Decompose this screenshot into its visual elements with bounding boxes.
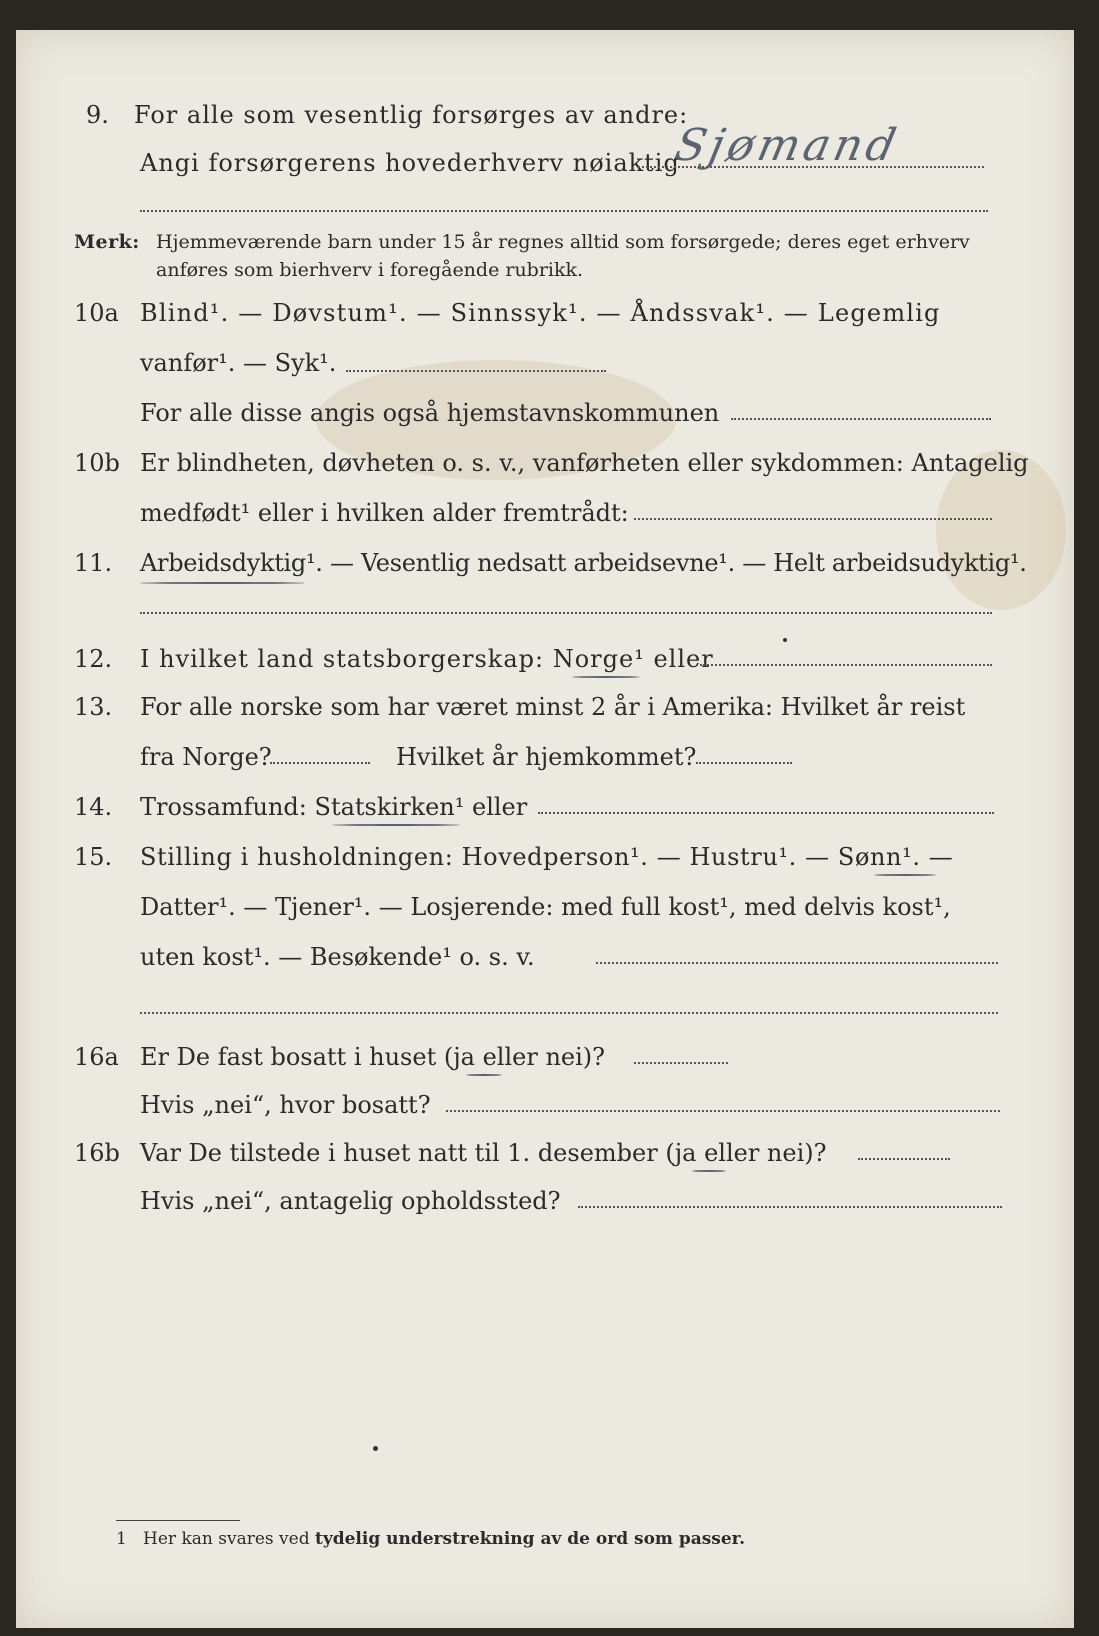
footnote-marker: 1 xyxy=(116,1529,127,1549)
q9-extra-line xyxy=(140,210,988,212)
footnote-text: Her kan svares ved xyxy=(143,1529,310,1549)
q15-line3: uten kost¹. — Besøkende¹ o. s. v. xyxy=(140,943,535,971)
merk-label: Merk: xyxy=(74,231,140,253)
q10a-line1: Blind¹. — Døvstum¹. — Sinnssyk¹. — Åndssvak¹. — Legemlig xyxy=(140,299,941,327)
merk-text-1: Hjemmeværende barn under 15 år regnes alltid som forsørgede; deres eget erhverv xyxy=(156,231,970,253)
q10a-kommune-line xyxy=(731,418,991,420)
q15-line1: Stilling i husholdningen: Hovedperson¹. — Hustru¹. — Sønn¹. — xyxy=(140,843,954,871)
q16b-line2: Hvis „nei“, antagelig opholdssted? xyxy=(140,1187,561,1215)
q11-pencil-underline xyxy=(140,582,305,584)
q10b-number: 10b xyxy=(74,449,120,477)
q12-number: 12. xyxy=(74,645,113,673)
q10b-answer-line xyxy=(634,518,992,520)
q9-question: For alle som vesentlig forsørges av andre: xyxy=(134,101,689,129)
q16a-line1: Er De fast bosatt i huset (ja eller nei)? xyxy=(140,1043,606,1071)
ink-speck xyxy=(373,1446,378,1451)
q12-pencil-underline xyxy=(572,676,640,678)
q15-answer-line xyxy=(596,962,998,964)
q16a-line2: Hvis „nei“, hvor bosatt? xyxy=(140,1091,431,1119)
q15-pencil-underline xyxy=(874,874,936,876)
q10b-line2: medfødt¹ eller i hvilken alder fremtrådt: xyxy=(140,499,629,527)
q10a-line2: vanfør¹. — Syk¹. xyxy=(140,349,337,377)
q14-number: 14. xyxy=(74,793,113,821)
q14-pencil-underline xyxy=(332,824,460,826)
q10a-number: 10a xyxy=(74,299,119,327)
q14-line1: Trossamfund: Statskirken¹ eller xyxy=(140,793,528,821)
merk-text-2: anføres som bierhverv i foregående rubrikk. xyxy=(156,259,584,281)
q15-line2: Datter¹. — Tjener¹. — Losjerende: med full kost¹, med delvis kost¹, xyxy=(140,893,951,921)
q9-number: 9. xyxy=(86,101,109,129)
q16a-number: 16a xyxy=(74,1043,119,1071)
q12-answer-line xyxy=(700,664,992,666)
q9-handwritten-answer: Sjømand xyxy=(670,120,905,171)
footnote-rule xyxy=(116,1520,240,1521)
q15-number: 15. xyxy=(74,843,113,871)
q16a-answer-line xyxy=(634,1062,728,1064)
q11-number: 11. xyxy=(74,549,113,577)
q12-line1: I hvilket land statsborgerskap: Norge¹ eller xyxy=(140,645,714,673)
q16b-number: 16b xyxy=(74,1139,120,1167)
q10a-answer-line xyxy=(346,370,606,372)
q11-line1: Arbeidsdyktig¹. — Vesentlig nedsatt arbeidsevne¹. — Helt arbeidsudyktig¹. xyxy=(140,549,1027,577)
q13-reist-line xyxy=(270,762,370,764)
q9-answer-line xyxy=(638,166,984,168)
q16b-opholdssted-line xyxy=(578,1206,1002,1208)
q13-number: 13. xyxy=(74,693,113,721)
q10b-line1: Er blindheten, døvheten o. s. v., vanførheten eller sykdommen: Antagelig xyxy=(140,449,1029,477)
q16a-bosatt-line xyxy=(446,1110,1000,1112)
q16b-line1: Var De tilstede i huset natt til 1. desember (ja eller nei)? xyxy=(140,1139,827,1167)
q16a-pencil-underline xyxy=(466,1074,502,1076)
footnote xyxy=(116,1528,745,1550)
q10a-line3: For alle disse angis også hjemstavnskommunen xyxy=(140,399,720,427)
q15-extra-line xyxy=(140,1012,998,1014)
census-form-page xyxy=(16,30,1074,1628)
q13-line2a: fra Norge? xyxy=(140,743,272,771)
footnote-text-bold: tydelig understrekning av de ord som passer. xyxy=(314,1529,745,1549)
q16b-pencil-underline xyxy=(692,1170,726,1172)
q14-answer-line xyxy=(538,812,994,814)
q11-extra-line xyxy=(140,612,992,614)
q13-line2b: Hvilket år hjemkommet? xyxy=(396,743,697,771)
q9-prompt: Angi forsørgerens hovederhverv nøiaktig xyxy=(140,149,680,177)
ink-speck xyxy=(783,638,787,642)
q13-hjemkommet-line xyxy=(696,762,792,764)
q16b-answer-line xyxy=(858,1158,950,1160)
q13-line1: For alle norske som har været minst 2 år i Amerika: Hvilket år reist xyxy=(140,693,966,721)
